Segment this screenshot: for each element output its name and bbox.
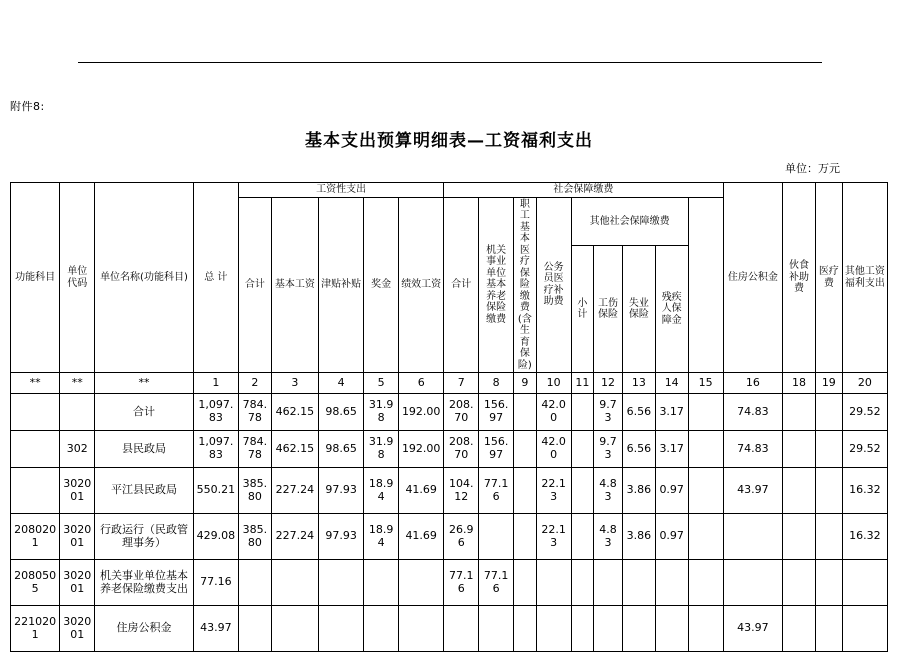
cell-bonus [364, 560, 399, 606]
colnum-20: 19 [815, 373, 842, 394]
cell-disability [688, 468, 723, 514]
cell-bonus: 31.98 [364, 431, 399, 468]
cell-disability [688, 431, 723, 468]
cell-salary-total: 784.78 [238, 431, 271, 468]
cell-pension [479, 514, 514, 560]
cell-other-welfare [842, 560, 887, 606]
cell-unemployment: 0.97 [655, 514, 688, 560]
colnum-11: 9 [514, 373, 537, 394]
budget-table [10, 182, 888, 652]
cell-food-subsidy [783, 394, 816, 431]
cell-unit-name: 合计 [95, 394, 194, 431]
colnum-10: 8 [479, 373, 514, 394]
cell-unit-code: 302001 [60, 468, 95, 514]
cell-func-code [11, 431, 60, 468]
cell-housing-fund [723, 514, 783, 560]
cell-basic-salary: 462.15 [271, 394, 318, 431]
colnum-18: 16 [723, 373, 783, 394]
cell-civil-medical [571, 468, 594, 514]
header-rule [78, 62, 822, 63]
cell-medical-insurance [536, 560, 571, 606]
cell-other-welfare: 16.32 [842, 468, 887, 514]
cell-occ-pension [514, 514, 537, 560]
cell-func-code: 2080505 [11, 560, 60, 606]
header-unit-code: 单位代码 [60, 183, 95, 373]
cell-unit-name: 行政运行（民政管理事务） [95, 514, 194, 560]
cell-basic-salary [271, 560, 318, 606]
cell-bonus: 18.94 [364, 468, 399, 514]
table-row [11, 560, 888, 606]
header-func-code: 功能科目 [11, 183, 60, 373]
cell-total: 43.97 [193, 606, 238, 652]
cell-medical-insurance: 42.00 [536, 431, 571, 468]
cell-social-total: 208.70 [444, 394, 479, 431]
cell-pension: 77.16 [479, 560, 514, 606]
cell-other-social-subtotal: 4.83 [594, 468, 623, 514]
table-row [11, 394, 888, 431]
cell-disability [688, 560, 723, 606]
cell-unit-name: 机关事业单位基本养老保险缴费支出 [95, 560, 194, 606]
colnum-7: 5 [364, 373, 399, 394]
cell-medical-insurance: 22.13 [536, 514, 571, 560]
header-unit-name: 单位名称(功能科目) [95, 183, 194, 373]
cell-social-total: 104.12 [444, 468, 479, 514]
cell-func-code [11, 468, 60, 514]
cell-func-code: 2080201 [11, 514, 60, 560]
cell-occ-pension [514, 468, 537, 514]
cell-unit-name: 住房公积金 [95, 606, 194, 652]
colnum-12: 10 [536, 373, 571, 394]
cell-medical-fee [815, 514, 842, 560]
cell-civil-medical [571, 394, 594, 431]
cell-occ-pension [514, 560, 537, 606]
cell-disability [688, 514, 723, 560]
cell-unit-code: 302 [60, 431, 95, 468]
table-row [11, 514, 888, 560]
header-housing-fund: 住房公积金 [723, 183, 783, 373]
cell-medical-insurance [536, 606, 571, 652]
colnum-21: 20 [842, 373, 887, 394]
cell-occ-pension [514, 394, 537, 431]
cell-salary-total: 385.80 [238, 468, 271, 514]
cell-total: 77.16 [193, 560, 238, 606]
cell-total: 550.21 [193, 468, 238, 514]
colnum-14: 12 [594, 373, 623, 394]
header-basic-salary: 基本工资 [271, 197, 318, 373]
cell-occ-pension [514, 431, 537, 468]
cell-housing-fund: 74.83 [723, 431, 783, 468]
cell-basic-salary: 227.24 [271, 468, 318, 514]
colnum-4: 2 [238, 373, 271, 394]
cell-allowance [319, 560, 364, 606]
cell-medical-fee [815, 606, 842, 652]
cell-unemployment: 0.97 [655, 468, 688, 514]
header-pension: 机关事业单位基本养老保险缴费 [479, 197, 514, 373]
cell-medical-fee [815, 431, 842, 468]
cell-unit-code: 302001 [60, 606, 95, 652]
cell-unit-code [60, 394, 95, 431]
cell-food-subsidy [783, 514, 816, 560]
colnum-16: 14 [655, 373, 688, 394]
cell-allowance: 98.65 [319, 431, 364, 468]
cell-social-total: 77.16 [444, 560, 479, 606]
header-salary-group: 工资性支出 [238, 183, 443, 198]
table-row [11, 468, 888, 514]
cell-disability [688, 394, 723, 431]
colnum-17: 15 [688, 373, 723, 394]
cell-total: 1,097.83 [193, 431, 238, 468]
colnum-8: 6 [399, 373, 444, 394]
cell-other-social-subtotal: 4.83 [594, 514, 623, 560]
header-social-group: 社会保障缴费 [444, 183, 723, 198]
cell-bonus [364, 606, 399, 652]
cell-unit-code: 302001 [60, 514, 95, 560]
cell-injury [622, 560, 655, 606]
cell-other-social-subtotal [594, 606, 623, 652]
cell-food-subsidy [783, 560, 816, 606]
cell-civil-medical [571, 606, 594, 652]
header-medical-fee: 医疗费 [815, 183, 842, 373]
cell-other-welfare: 16.32 [842, 514, 887, 560]
colnum-13: 11 [571, 373, 594, 394]
header-other-social-group: 其他社会保障缴费 [571, 197, 688, 246]
cell-other-welfare: 29.52 [842, 431, 887, 468]
cell-performance [399, 606, 444, 652]
cell-pension: 156.97 [479, 394, 514, 431]
cell-food-subsidy [783, 468, 816, 514]
colnum-9: 7 [444, 373, 479, 394]
cell-unit-name: 县民政局 [95, 431, 194, 468]
cell-total: 429.08 [193, 514, 238, 560]
cell-pension: 156.97 [479, 431, 514, 468]
header-occupational-pension: 职工基本医疗保险缴费(含生育保险) [514, 197, 537, 373]
cell-medical-fee [815, 394, 842, 431]
cell-civil-medical [571, 431, 594, 468]
unit-note: 单位：万元 [785, 162, 840, 175]
cell-bonus: 31.98 [364, 394, 399, 431]
header-total: 总 计 [193, 183, 238, 373]
cell-food-subsidy [783, 606, 816, 652]
colnum-3: 1 [193, 373, 238, 394]
cell-func-code [11, 394, 60, 431]
cell-medical-insurance: 22.13 [536, 468, 571, 514]
cell-social-total [444, 606, 479, 652]
cell-unemployment: 3.17 [655, 431, 688, 468]
table-row [11, 606, 888, 652]
header-injury-insurance: 工伤保险 [594, 246, 623, 373]
cell-food-subsidy [783, 431, 816, 468]
cell-injury: 3.86 [622, 468, 655, 514]
attachment-label: 附件8: [10, 100, 45, 113]
cell-performance: 192.00 [399, 394, 444, 431]
cell-social-total: 26.96 [444, 514, 479, 560]
colnum-2: ** [95, 373, 194, 394]
colnum-15: 13 [622, 373, 655, 394]
header-other-welfare: 其他工资福利支出 [842, 183, 887, 373]
table-row [11, 431, 888, 468]
header-performance: 绩效工资 [399, 197, 444, 373]
header-unemployment-insurance: 失业保险 [622, 246, 655, 373]
cell-basic-salary: 462.15 [271, 431, 318, 468]
cell-other-social-subtotal: 9.73 [594, 394, 623, 431]
cell-pension [479, 606, 514, 652]
header-disability-fund: 残疾人保障金 [655, 246, 688, 373]
cell-medical-insurance: 42.00 [536, 394, 571, 431]
cell-allowance: 98.65 [319, 394, 364, 431]
colnum-0: ** [11, 373, 60, 394]
cell-allowance [319, 606, 364, 652]
header-food-subsidy: 伙食补助费 [783, 183, 816, 373]
cell-other-social-subtotal [594, 560, 623, 606]
header-social-total: 合计 [444, 197, 479, 373]
cell-basic-salary [271, 606, 318, 652]
header-salary-total: 合计 [238, 197, 271, 373]
cell-bonus: 18.94 [364, 514, 399, 560]
cell-performance: 41.69 [399, 468, 444, 514]
cell-unit-name: 平江县民政局 [95, 468, 194, 514]
cell-civil-medical [571, 514, 594, 560]
colnum-19: 18 [783, 373, 816, 394]
cell-unemployment: 3.17 [655, 394, 688, 431]
cell-other-welfare [842, 606, 887, 652]
cell-salary-total [238, 560, 271, 606]
cell-medical-fee [815, 560, 842, 606]
cell-total: 1,097.83 [193, 394, 238, 431]
cell-pension: 77.16 [479, 468, 514, 514]
cell-allowance: 97.93 [319, 514, 364, 560]
cell-injury: 3.86 [622, 514, 655, 560]
cell-salary-total: 385.80 [238, 514, 271, 560]
header-other-social-subtotal: 小 计 [571, 246, 594, 373]
cell-medical-fee [815, 468, 842, 514]
colnum-1: ** [60, 373, 95, 394]
cell-housing-fund [723, 560, 783, 606]
cell-civil-medical [571, 560, 594, 606]
cell-social-total: 208.70 [444, 431, 479, 468]
cell-func-code: 2210201 [11, 606, 60, 652]
cell-performance [399, 560, 444, 606]
cell-injury: 6.56 [622, 394, 655, 431]
cell-other-welfare: 29.52 [842, 394, 887, 431]
cell-salary-total [238, 606, 271, 652]
cell-basic-salary: 227.24 [271, 514, 318, 560]
cell-unit-code: 302001 [60, 560, 95, 606]
cell-performance: 192.00 [399, 431, 444, 468]
cell-housing-fund: 43.97 [723, 468, 783, 514]
cell-other-social-subtotal: 9.73 [594, 431, 623, 468]
cell-disability [688, 606, 723, 652]
colnum-6: 4 [319, 373, 364, 394]
cell-injury: 6.56 [622, 431, 655, 468]
cell-housing-fund: 74.83 [723, 394, 783, 431]
cell-allowance: 97.93 [319, 468, 364, 514]
cell-occ-pension [514, 606, 537, 652]
column-number-row [11, 373, 888, 394]
cell-performance: 41.69 [399, 514, 444, 560]
header-medical-insurance: 公务员医疗补助费 [536, 197, 571, 373]
cell-unemployment [655, 560, 688, 606]
colnum-5: 3 [271, 373, 318, 394]
cell-unemployment [655, 606, 688, 652]
cell-housing-fund: 43.97 [723, 606, 783, 652]
page-title: 基本支出预算明细表—工资福利支出 [305, 131, 593, 151]
header-bonus: 奖金 [364, 197, 399, 373]
cell-injury [622, 606, 655, 652]
header-allowance: 津贴补贴 [319, 197, 364, 373]
cell-salary-total: 784.78 [238, 394, 271, 431]
